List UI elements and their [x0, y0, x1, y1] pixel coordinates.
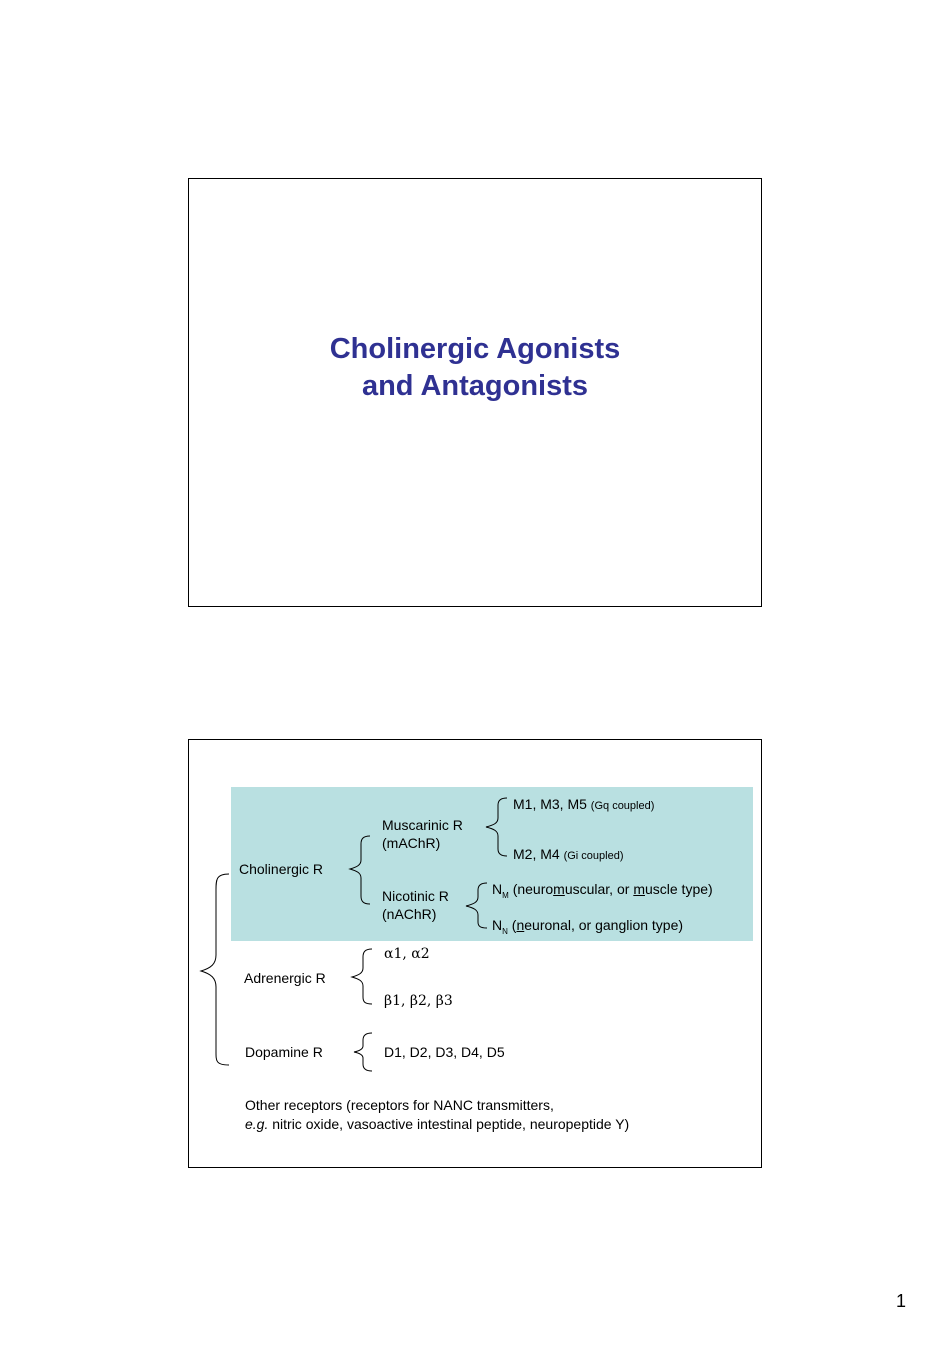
title-line-2: and Antagonists: [361, 370, 589, 402]
m24-subtypes: [513, 846, 624, 864]
nn-text-b: euronal, or ganglion type): [524, 917, 684, 933]
nn-sub: N: [502, 926, 508, 936]
muscarinic-abbr: (mAChR): [382, 835, 441, 851]
muscarinic-bracket: [486, 798, 507, 856]
alpha-subtypes: α1, α2: [384, 946, 430, 962]
nn-text-a: (: [511, 917, 517, 933]
title-slide: [188, 178, 762, 607]
outer-bracket: [201, 874, 229, 1065]
other-receptors-line-2: [245, 1116, 629, 1132]
cholinergic-label: Cholinergic R: [239, 861, 324, 877]
m24-label: M2, M4: [513, 846, 560, 862]
muscarinic-name: Muscarinic R: [382, 817, 463, 833]
receptor-classification-slide: [188, 739, 762, 1168]
nm-sub: M: [502, 890, 509, 900]
nm-underline-1: m: [553, 881, 565, 897]
eg-italic: e.g.: [245, 1116, 269, 1132]
title-line-1: Cholinergic Agonists: [329, 333, 621, 365]
beta-subtypes: β1, β2, β3: [384, 993, 453, 1009]
m24-note: (Gi coupled): [563, 850, 624, 862]
nm-prefix: N: [492, 881, 503, 897]
nm-text-a: (neuro: [512, 881, 554, 897]
nm-text-c: uscle type): [644, 881, 713, 897]
nm-underline-2: m: [633, 881, 645, 897]
nicotinic-abbr: (nAChR): [382, 906, 437, 922]
dopamine-subtypes: D1, D2, D3, D4, D5: [384, 1044, 505, 1060]
m135-subtypes: [513, 796, 654, 814]
other-receptors-line-1: Other receptors (receptors for NANC transmitters,: [245, 1097, 554, 1113]
page-number: 1: [896, 1291, 907, 1311]
nm-subtype: [492, 881, 713, 904]
dopamine-label: Dopamine R: [245, 1044, 323, 1060]
nm-text-b: uscular, or: [564, 881, 634, 897]
slide-title: [189, 331, 761, 405]
nn-prefix: N: [492, 917, 503, 933]
cholinergic-bracket: [350, 836, 370, 904]
nicotinic-bracket: [466, 883, 487, 928]
m135-label: M1, M3, M5: [513, 796, 587, 812]
dopamine-bracket: [354, 1033, 372, 1071]
m135-note: (Gq coupled): [590, 800, 655, 812]
adrenergic-bracket: [352, 949, 372, 1004]
nn-subtype: [492, 917, 683, 940]
nn-underline-1: n: [516, 917, 525, 933]
other-line-2-text: nitric oxide, vasoactive intestinal peptide, neuropeptide Y): [268, 1116, 630, 1132]
adrenergic-label: Adrenergic R: [244, 970, 326, 986]
nicotinic-name: Nicotinic R: [382, 888, 449, 904]
